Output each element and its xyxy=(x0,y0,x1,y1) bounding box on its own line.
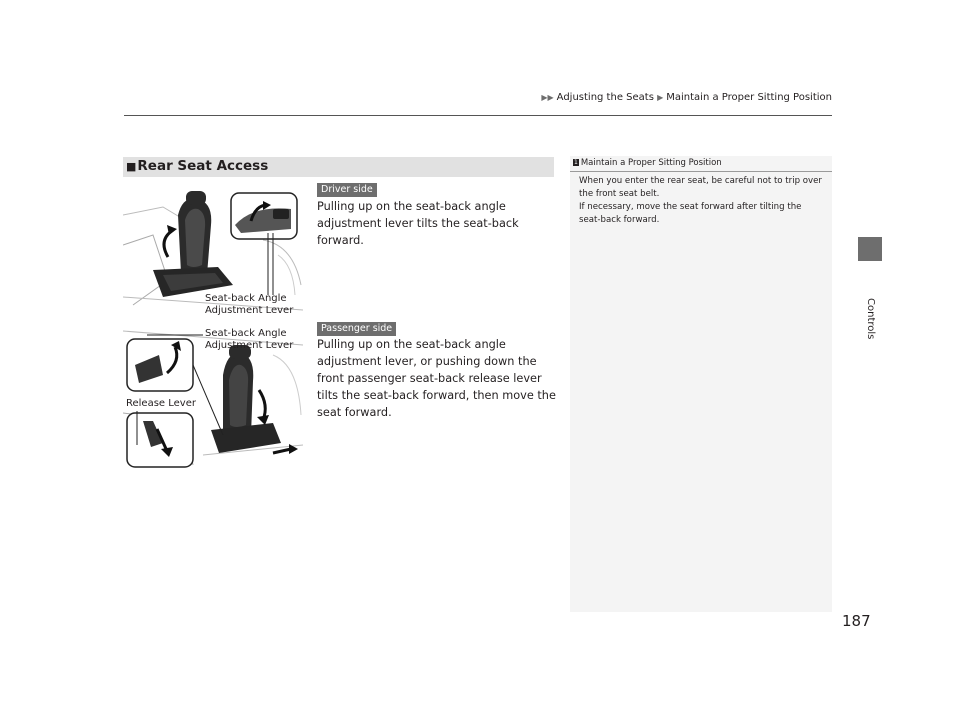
driver-lever-label-line: Adjustment Lever xyxy=(205,305,294,316)
driver-lever-label xyxy=(205,293,293,317)
note-divider xyxy=(570,171,832,172)
passenger-lever-label-line: Seat-back Angle xyxy=(205,328,287,339)
section-title-text: Rear Seat Access xyxy=(137,158,269,174)
page-number: 187 xyxy=(842,612,871,630)
note-body xyxy=(579,175,824,227)
note-heading xyxy=(573,158,722,168)
section-marker-icon: ■ xyxy=(126,160,137,173)
header-rule xyxy=(124,115,832,116)
chapter-tab-label[interactable]: Controls xyxy=(865,298,876,340)
note-title[interactable]: Maintain a Proper Sitting Position xyxy=(580,158,722,168)
breadcrumb-arrow-icon: ▶ xyxy=(657,93,664,102)
driver-instructions: Pulling up on the seat-back angle adjustment lever tilts the seat-back forward. xyxy=(317,200,519,247)
note-paragraph: When you enter the rear seat, be careful not to trip over the front seat belt. xyxy=(579,176,822,199)
breadcrumb-item[interactable]: Maintain a Proper Sitting Position xyxy=(666,92,832,103)
passenger-instructions: Pulling up on the seat-back angle adjustment lever, or pushing down the front passenger seat-back release lever tilts the seat-back forward, then move the seat forward. xyxy=(317,338,556,419)
passenger-lever-label xyxy=(205,328,293,352)
driver-side-tag: Driver side xyxy=(317,183,377,197)
driver-lever-label-line: Seat-back Angle xyxy=(205,293,287,304)
breadcrumb-item[interactable]: Adjusting the Seats xyxy=(556,92,654,103)
note-ref-badge: 1 xyxy=(574,159,578,166)
chapter-tab-marker[interactable] xyxy=(858,237,882,261)
passenger-lever-label-line: Adjustment Lever xyxy=(205,340,294,351)
breadcrumb-arrow-icon: ▶▶ xyxy=(541,93,554,102)
note-paragraph: If necessary, move the seat forward after tilting the seat-back forward. xyxy=(579,202,802,225)
breadcrumb xyxy=(541,92,832,103)
section-title xyxy=(126,158,268,174)
passenger-side-tag: Passenger side xyxy=(317,322,396,336)
release-lever-label: Release Lever xyxy=(126,398,196,409)
